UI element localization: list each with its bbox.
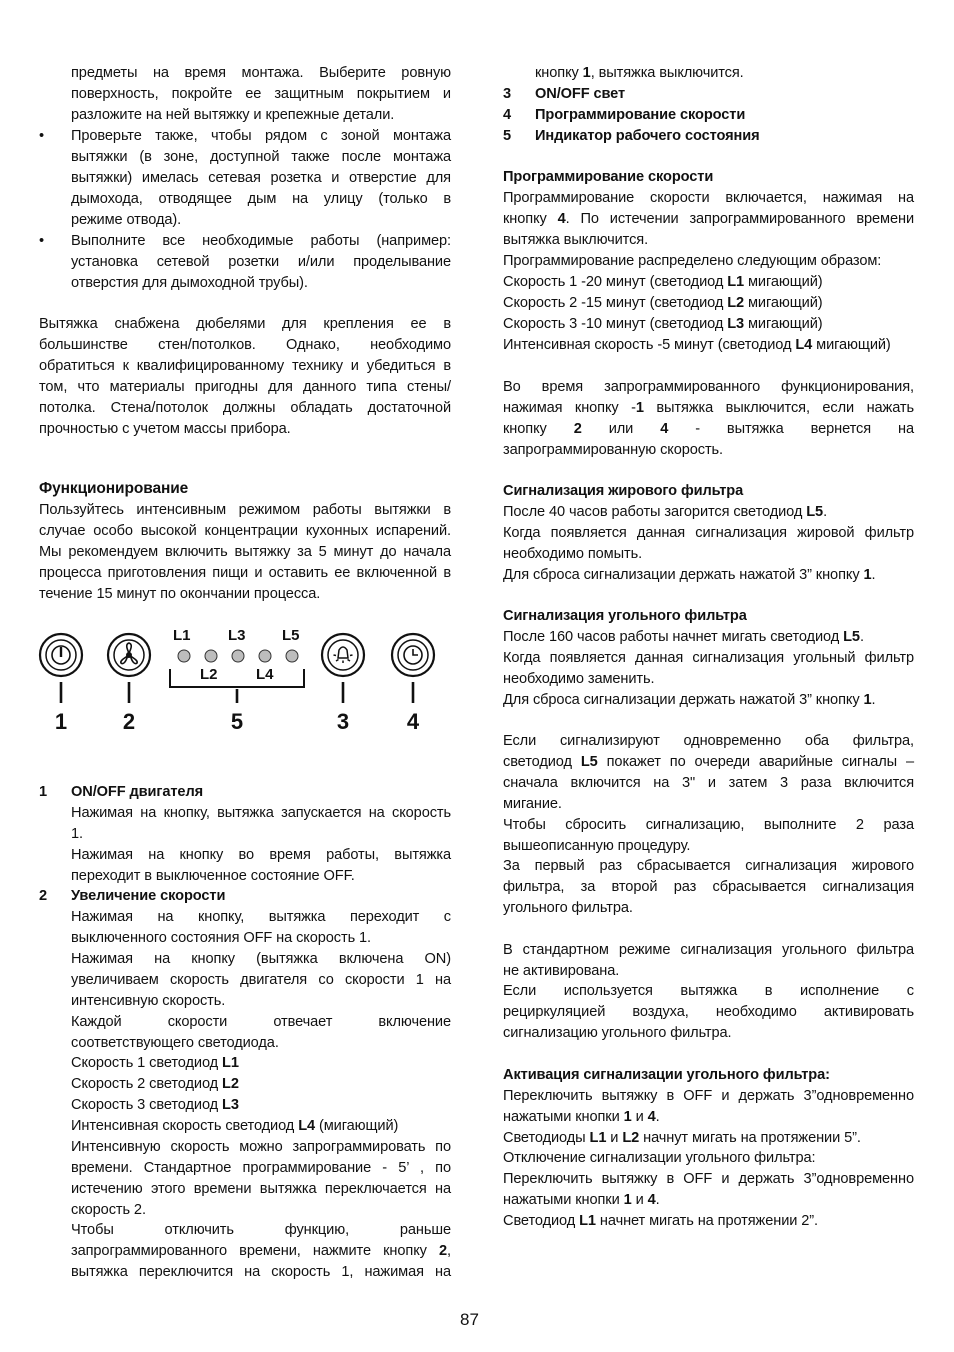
text-line	[503, 378, 914, 398]
bold-reference: 4	[557, 211, 566, 227]
numbered-item-title	[39, 783, 451, 803]
text-line	[503, 441, 914, 461]
text-line	[39, 908, 451, 928]
text-run: режиме отвода).	[71, 212, 182, 228]
text-line	[503, 857, 914, 877]
text-run: Скорость 3 светодиод	[71, 1097, 223, 1113]
subheading	[503, 168, 914, 188]
bold-reference: L1	[579, 1213, 596, 1229]
text-line	[39, 420, 451, 440]
text-line	[503, 753, 914, 773]
text-line	[503, 336, 914, 356]
text-run: .	[655, 1192, 660, 1208]
text-run: . По истечении запрограммированного времени	[565, 211, 914, 227]
item-title: ON/OFF двигателя	[71, 784, 204, 800]
text-line	[39, 232, 451, 252]
text-line	[503, 1149, 914, 1169]
text-line	[39, 825, 451, 845]
numbered-item-title	[503, 85, 914, 105]
text-line	[39, 1138, 451, 1158]
text-run: вытяжки (в зоне, доступной также после монтажа	[71, 149, 451, 165]
text-line	[503, 1003, 914, 1023]
text-run: нажатыми кнопки	[503, 1109, 624, 1125]
text-run: Интенсивная скорость -5 минут (светодиод	[503, 337, 796, 353]
text-line	[503, 1170, 914, 1190]
text-run: мигающий)	[812, 337, 891, 353]
button-1	[40, 634, 82, 676]
text-line	[503, 566, 914, 586]
text-run: Программирование скорости включается, нажимая на	[503, 190, 914, 206]
text-line	[39, 867, 451, 887]
item-number: 5	[503, 128, 512, 144]
numbered-item-title	[503, 127, 914, 147]
bold-reference: 4	[647, 1109, 656, 1125]
led	[259, 650, 271, 662]
text-line	[39, 211, 451, 231]
text-run: Нажимая на кнопку (вытяжка включена ON)	[71, 951, 451, 967]
bold-reference: L2	[727, 295, 745, 311]
item-number: 1	[39, 784, 48, 800]
text-line	[503, 816, 914, 836]
text-line	[503, 691, 914, 711]
text-line	[503, 545, 914, 565]
text-line	[39, 1201, 451, 1221]
text-run: кнопку	[535, 65, 583, 81]
text-run: необходимо заменить.	[503, 671, 655, 687]
text-run: Сигнализация угольного фильтра	[503, 608, 747, 624]
text-run: Интенсивную скорость можно запрограммировать по	[71, 1139, 451, 1155]
text-run: вытяжка выключится, если нажать	[643, 400, 914, 416]
text-run: поверхность, покройте ее защитным покрытием и	[71, 86, 451, 102]
text-run: , вытяжка выключится.	[590, 65, 744, 81]
led	[205, 650, 217, 662]
item-number: 4	[503, 107, 512, 123]
text-line	[39, 357, 451, 377]
bullet: •	[39, 233, 45, 249]
text-line	[39, 190, 451, 210]
bold-reference: 4	[647, 1192, 656, 1208]
text-run: вытяжка выключится.	[503, 232, 649, 248]
text-run: начнут мигать на протяжении 5”.	[639, 1130, 861, 1146]
text-line	[503, 210, 914, 230]
button-3	[322, 634, 364, 676]
text-run: времени. Стандартное программирование - 5’ , по	[71, 1160, 451, 1176]
text-run: .	[871, 692, 876, 708]
text-line	[39, 336, 451, 356]
bold-reference: 2	[439, 1243, 448, 1259]
text-line	[39, 148, 451, 168]
led-label-l1: L1	[173, 627, 191, 644]
text-line	[503, 64, 914, 84]
bold-reference: 1	[623, 1192, 632, 1208]
text-run: вытяжки) имелась сетевая розетка и отверстие для	[71, 170, 451, 186]
bold-reference: L1	[222, 1055, 239, 1071]
text-line	[39, 274, 451, 294]
text-run: Функционирование	[39, 480, 189, 497]
text-run: потолка. Стена/потолок должны обладать достаточной	[39, 400, 451, 416]
bold-reference: 1	[582, 65, 591, 81]
text-run: и	[631, 1109, 648, 1125]
text-run: Переключить вытяжку в OFF и держать 3”одновременно	[503, 1171, 914, 1187]
text-run: запрограммированную скорость.	[503, 442, 724, 458]
led	[286, 650, 298, 662]
text-line	[503, 189, 914, 209]
text-run: За первый раз сбрасывается сигнализация жирового	[503, 858, 914, 874]
text-run: .	[655, 1109, 660, 1125]
text-line	[39, 501, 451, 521]
text-line	[503, 399, 914, 419]
text-run: мигающий)	[744, 295, 823, 311]
text-line	[39, 1117, 451, 1137]
led-label-l3: L3	[228, 627, 246, 644]
bold-reference: 1	[623, 1109, 632, 1125]
item-title: Индикатор рабочего состояния	[535, 128, 760, 144]
text-run: соответствующего светодиода.	[71, 1035, 279, 1051]
button-2	[108, 634, 150, 676]
text-run: кнопку	[503, 211, 558, 227]
text-line	[503, 649, 914, 669]
text-line	[39, 971, 451, 991]
item-number: 2	[39, 888, 48, 904]
text-run: Отключение сигнализации угольного фильтра:	[503, 1150, 816, 1166]
text-run: Скорость 2 -15 минут (светодиод	[503, 295, 728, 311]
text-run: Проверьте также, чтобы рядом с зоной монтажа	[71, 128, 451, 144]
text-run: мигающий)	[744, 274, 823, 290]
text-run: сначала включится на 3" и затем 3 раза включится	[503, 775, 914, 791]
text-run: разложите на ней вытяжку и крепежные детали.	[71, 107, 395, 123]
led-group-bracket	[170, 669, 304, 687]
bold-reference: L1	[589, 1130, 607, 1146]
text-run: Выполните все необходимые работы (например:	[71, 233, 451, 249]
text-run: покажет по очереди аварийные сигналы –	[597, 754, 914, 770]
text-run: большинстве стен/потолков. Однако, необходимо	[39, 337, 451, 353]
text-run: не активирована.	[503, 963, 620, 979]
item-number: 3	[503, 86, 512, 102]
text-run: .	[871, 567, 876, 583]
led	[178, 650, 190, 662]
callout-4: 4	[406, 709, 420, 734]
text-line	[39, 64, 451, 84]
text-run: Сигнализация жирового фильтра	[503, 483, 744, 499]
text-line	[503, 962, 914, 982]
text-run: вышеописанную процедуру.	[503, 838, 691, 854]
text-line	[39, 85, 451, 105]
text-run: угольного фильтра.	[503, 900, 633, 916]
text-line	[503, 982, 914, 1002]
text-line	[503, 899, 914, 919]
text-line	[39, 846, 451, 866]
text-run: и	[606, 1130, 623, 1146]
text-run: Для сброса сигнализации держать нажатой 3” кнопку	[503, 692, 864, 708]
text-run: установка сетевой розетки и/или проделывание	[71, 254, 451, 270]
text-line	[39, 1242, 451, 1262]
led-indicators	[178, 650, 298, 662]
leader-lines	[61, 682, 413, 703]
text-line	[39, 106, 451, 126]
item-title: Программирование скорости	[535, 107, 746, 123]
text-run: Если сигнализируют одновременно оба фильтра,	[503, 733, 914, 749]
text-run: рециркуляцией воздуха, необходимо активировать	[503, 1004, 914, 1020]
text-line	[503, 273, 914, 293]
text-line	[39, 929, 451, 949]
callout-1: 1	[54, 709, 68, 734]
text-run: 1.	[71, 826, 83, 842]
text-run: .	[823, 504, 828, 520]
text-line	[503, 670, 914, 690]
text-run: истечению этого времени вытяжка переключается на	[71, 1181, 451, 1197]
text-line	[503, 1212, 914, 1232]
text-run: Нажимая на кнопку во время работы, вытяжка	[71, 847, 451, 863]
text-line	[39, 1263, 451, 1283]
text-line	[503, 837, 914, 857]
text-run: кнопку	[503, 421, 574, 437]
text-line	[39, 169, 451, 189]
bold-reference: L3	[222, 1097, 239, 1113]
text-line	[503, 878, 914, 898]
text-run: предметы на время монтажа. Выберите ровную	[71, 65, 451, 81]
item-title: ON/OFF свет	[535, 86, 626, 102]
text-run: вытяжка переключится на скорость 1, нажимая на	[71, 1264, 451, 1280]
button-4	[392, 634, 434, 676]
led-label-l2: L2	[200, 666, 218, 683]
text-run: Скорость 1 -20 минут (светодиод	[503, 274, 728, 290]
bold-reference: L1	[727, 274, 745, 290]
text-line	[503, 1129, 914, 1149]
callout-2: 2	[122, 709, 136, 734]
text-run: Когда появляется данная сигнализация жировой фильтр	[503, 525, 914, 541]
text-line	[39, 585, 451, 605]
text-line	[503, 524, 914, 544]
bold-reference: 1	[635, 400, 644, 416]
text-run: запрограммированного времени, нажмите кнопку	[71, 1243, 439, 1259]
text-line	[39, 522, 451, 542]
text-run: и	[631, 1192, 648, 1208]
page-number: 87	[460, 1310, 479, 1329]
text-line	[39, 253, 451, 273]
text-run: Скорость 2 светодиод	[71, 1076, 223, 1092]
bold-reference: L3	[727, 316, 745, 332]
text-line	[503, 503, 914, 523]
text-run: переходит в выключенное состояние OFF.	[71, 868, 355, 884]
text-run: Нажимая на кнопку, вытяжка переходит с	[71, 909, 451, 925]
text-run: нажимая кнопку -	[503, 400, 636, 416]
control-panel-diagram	[36, 625, 446, 740]
text-run: дымохода, отводящее дым на улицу (только в	[71, 191, 451, 207]
text-run: интенсивную скорость.	[71, 993, 226, 1009]
text-line	[39, 1096, 451, 1116]
text-line	[39, 1054, 451, 1074]
text-run: выключенного состояния OFF на скорость 1.	[71, 930, 372, 946]
text-line	[39, 564, 451, 584]
text-run: случае особо высокой концентрации кухонных испарений.	[39, 523, 451, 539]
subheading	[503, 607, 914, 627]
text-run: Программирование распределено следующим образом:	[503, 253, 882, 269]
text-run: Нажимая на кнопку, вытяжка запускается на скорость	[71, 805, 451, 821]
text-run: обратиться к квалифицированному технику и убедиться в	[39, 358, 451, 374]
text-line	[503, 420, 914, 440]
text-run: том, что материалы пригодны для данного типа стены/	[39, 379, 451, 395]
text-run: - вытяжка вернется на	[668, 421, 914, 437]
text-line	[39, 378, 451, 398]
text-line	[39, 1221, 451, 1241]
text-line	[39, 804, 451, 824]
bold-reference: L5	[806, 504, 824, 520]
text-run: Интенсивная скорость светодиод	[71, 1118, 299, 1134]
text-line	[503, 294, 914, 314]
text-run: Активация сигнализации угольного фильтра:	[503, 1067, 830, 1083]
text-run: процесса приготовления пищи и оставить ее включенной в	[39, 565, 451, 581]
bold-reference: L4	[795, 337, 813, 353]
bold-reference: 1	[863, 692, 872, 708]
text-line	[503, 795, 914, 815]
text-line	[503, 1108, 914, 1128]
text-run: светодиод	[503, 754, 581, 770]
text-line	[503, 252, 914, 272]
text-run: После 160 часов работы начнет мигать светодиод	[503, 629, 844, 645]
text-run: Программирование скорости	[503, 169, 714, 185]
bold-reference: 1	[863, 567, 872, 583]
text-line	[503, 941, 914, 961]
text-run: фильтра, за второй раз сбрасывается сигнализация	[503, 879, 914, 895]
text-run: Когда появляется данная сигнализация угольный фильтр	[503, 650, 914, 666]
text-run: Пользуйтесь интенсивным режимом работы вытяжки в	[39, 502, 451, 518]
item-title: Увеличение скорости	[71, 888, 226, 904]
text-run: Вытяжка снабжена дюбелями для крепления ее в	[39, 316, 451, 332]
text-run: ,	[447, 1243, 451, 1259]
text-run: мигающий)	[744, 316, 823, 332]
text-run: скорость 2.	[71, 1202, 146, 1218]
text-run: Светодиоды	[503, 1130, 590, 1146]
text-line	[503, 1087, 914, 1107]
callout-5: 5	[230, 709, 244, 734]
text-run: Светодиод	[503, 1213, 580, 1229]
text-run: нажатыми кнопки	[503, 1192, 624, 1208]
text-line	[39, 992, 451, 1012]
text-line	[39, 315, 451, 335]
bold-reference: L4	[298, 1118, 316, 1134]
text-run: мигание.	[503, 796, 562, 812]
text-line	[39, 543, 451, 563]
text-line	[503, 1024, 914, 1044]
text-line	[39, 1180, 451, 1200]
text-run: начнет мигать на протяжении 2”.	[595, 1213, 818, 1229]
text-line	[503, 1191, 914, 1211]
text-run: После 40 часов работы загорится светодиод	[503, 504, 807, 520]
text-line	[503, 231, 914, 251]
text-line	[39, 950, 451, 970]
section-heading	[39, 479, 451, 499]
bold-reference: 4	[660, 421, 669, 437]
bold-reference: L2	[622, 1130, 640, 1146]
numbered-item-title	[503, 106, 914, 126]
text-run: или	[581, 421, 661, 437]
text-line	[39, 1034, 451, 1054]
text-line	[503, 628, 914, 648]
text-run: Для сброса сигнализации держать нажатой 3” кнопку	[503, 567, 864, 583]
text-run: Чтобы отключить функцию, раньше	[71, 1222, 451, 1238]
text-line	[503, 315, 914, 335]
text-line	[503, 774, 914, 794]
text-run: Переключить вытяжку в OFF и держать 3”одновременно	[503, 1088, 914, 1104]
bold-reference: 2	[573, 421, 582, 437]
text-line	[39, 127, 451, 147]
callout-3: 3	[336, 709, 350, 734]
text-run: прочностью с учетом массы прибора.	[39, 421, 291, 437]
bold-reference: L2	[222, 1076, 239, 1092]
text-run: Каждой скорости отвечает включение	[71, 1014, 451, 1030]
text-run: необходимо помыть.	[503, 546, 643, 562]
bullet: •	[39, 128, 45, 144]
led-label-l4: L4	[256, 666, 274, 683]
text-run: Чтобы сбросить сигнализацию, выполните 2 раза	[503, 817, 914, 833]
text-run: отверстия для дымоходной трубы).	[71, 275, 308, 291]
text-run: Во время запрограммированного функционирования,	[503, 379, 914, 395]
text-run: Скорость 3 -10 минут (светодиод	[503, 316, 728, 332]
text-run: Скорость 1 светодиод	[71, 1055, 223, 1071]
numbered-item-title	[39, 887, 451, 907]
text-run: Мы рекомендуем включить вытяжку за 5 минут до начала	[39, 544, 451, 560]
subheading	[503, 1066, 914, 1086]
bold-reference: L5	[580, 754, 598, 770]
text-line	[39, 399, 451, 419]
led	[232, 650, 244, 662]
text-run: течение 15 минут по окончании процесса.	[39, 586, 321, 602]
led-label-l5: L5	[282, 627, 300, 644]
text-run: сигнализацию угольного фильтра.	[503, 1025, 732, 1041]
text-line	[39, 1159, 451, 1179]
text-run: .	[859, 629, 864, 645]
bold-reference: L5	[843, 629, 860, 645]
text-run: В стандартном режиме сигнализация угольного фильтра	[503, 942, 914, 958]
subheading	[503, 482, 914, 502]
text-run: (мигающий)	[315, 1118, 399, 1134]
text-line	[39, 1075, 451, 1095]
text-run: Если используется вытяжка в исполнение с	[503, 983, 914, 999]
text-line	[39, 1013, 451, 1033]
text-run: увеличиваем скорость двигателя со скорости 1 на	[71, 972, 451, 988]
text-line	[503, 732, 914, 752]
